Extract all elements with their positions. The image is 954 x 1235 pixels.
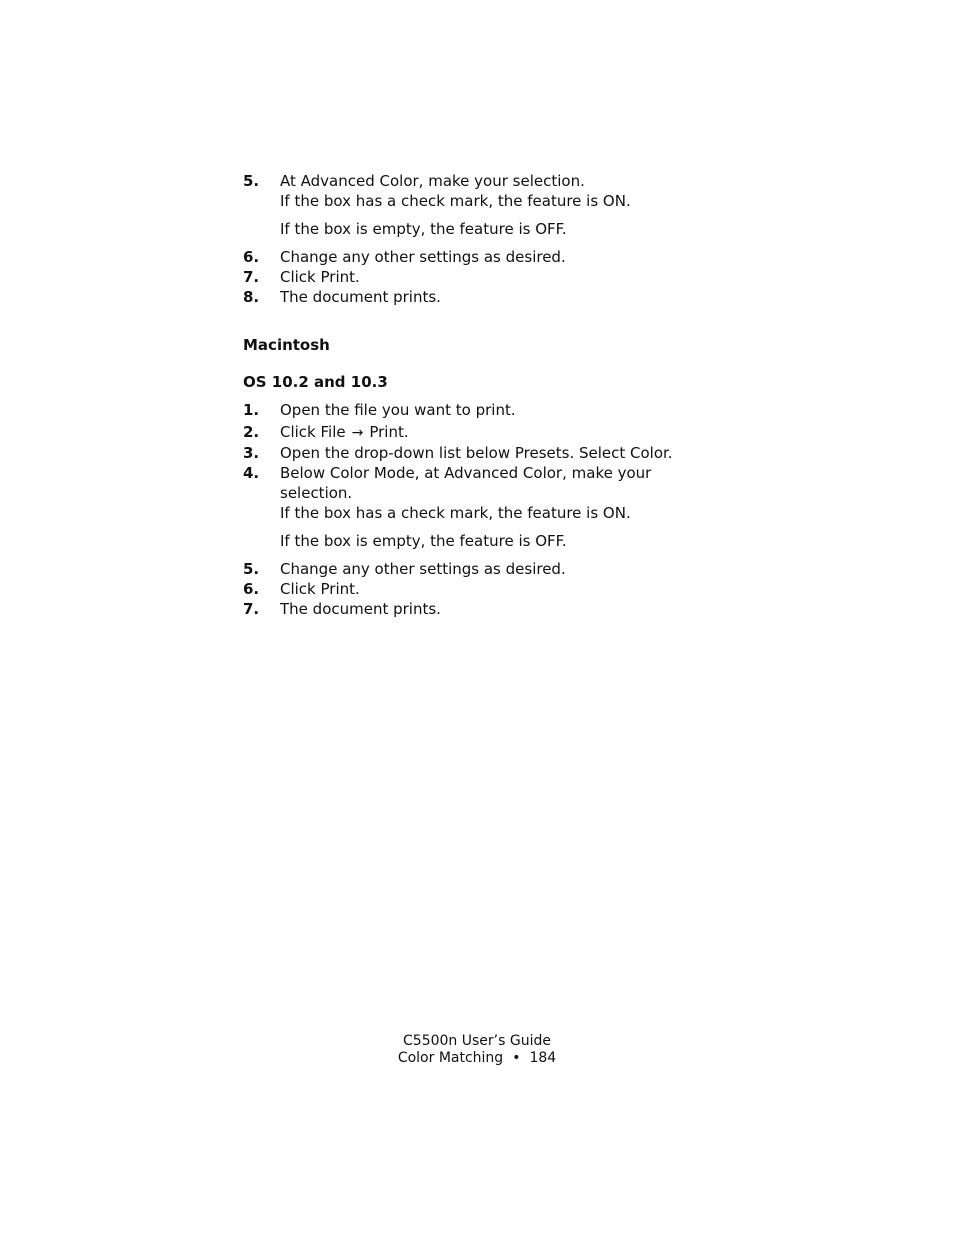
step-note: If the box is empty, the feature is OFF.	[280, 220, 567, 238]
step-text-main: Below Color Mode, at Advanced Color, make your selection.	[280, 464, 652, 502]
step-number: 4.	[243, 464, 260, 482]
step-number: 7.	[243, 600, 260, 618]
step-text: Click Print.	[280, 268, 360, 286]
step-text: The document prints.	[280, 600, 441, 618]
step-7b	[243, 599, 723, 619]
step-8	[243, 287, 723, 307]
step-number: 5.	[243, 172, 260, 190]
heading-os-version: OS 10.2 and 10.3	[243, 373, 388, 391]
step-6	[243, 247, 723, 267]
step-5	[243, 171, 723, 211]
step-text: The document prints.	[280, 288, 441, 306]
step-4	[243, 463, 723, 523]
step-text	[280, 463, 723, 523]
footer-guide-title: C5500n User’s Guide	[403, 1033, 551, 1049]
step-number: 5.	[243, 560, 260, 578]
step-note: If the box is empty, the feature is OFF.	[280, 532, 567, 550]
step-number: 3.	[243, 444, 260, 462]
step-2	[243, 422, 723, 443]
page-footer	[0, 1033, 954, 1067]
footer-section-line	[0, 1050, 954, 1067]
step-text: Change any other settings as desired.	[280, 560, 566, 578]
step-number: 8.	[243, 288, 260, 306]
footer-section-name: Color Matching	[397, 1050, 504, 1066]
step-text-part: Click File	[280, 423, 346, 441]
step-text	[280, 422, 723, 443]
step-text-main: At Advanced Color, make your selection.	[280, 172, 585, 190]
bullet-separator: •	[512, 1050, 521, 1066]
step-number: 6.	[243, 248, 260, 266]
arrow-right-icon: →	[351, 425, 364, 441]
step-number: 1.	[243, 401, 260, 419]
step-text: Change any other settings as desired.	[280, 248, 566, 266]
step-text	[280, 171, 723, 211]
step-number: 7.	[243, 268, 260, 286]
step-text: Open the file you want to print.	[280, 401, 516, 419]
step-text-part: Print.	[369, 423, 409, 441]
step-5b	[243, 559, 723, 579]
step-3	[243, 443, 723, 463]
footer-page-number: 184	[529, 1050, 557, 1066]
heading-macintosh: Macintosh	[243, 336, 330, 354]
step-number: 2.	[243, 423, 260, 441]
page-content	[243, 171, 723, 619]
step-text-sub: If the box has a check mark, the feature is ON.	[280, 504, 631, 522]
step-text-sub: If the box has a check mark, the feature is ON.	[280, 192, 631, 210]
step-number: 6.	[243, 580, 260, 598]
step-text: Open the drop-down list below Presets. Select Color.	[280, 444, 673, 462]
step-6b	[243, 579, 723, 599]
step-text: Click Print.	[280, 580, 360, 598]
step-1	[243, 400, 723, 420]
step-7	[243, 267, 723, 287]
